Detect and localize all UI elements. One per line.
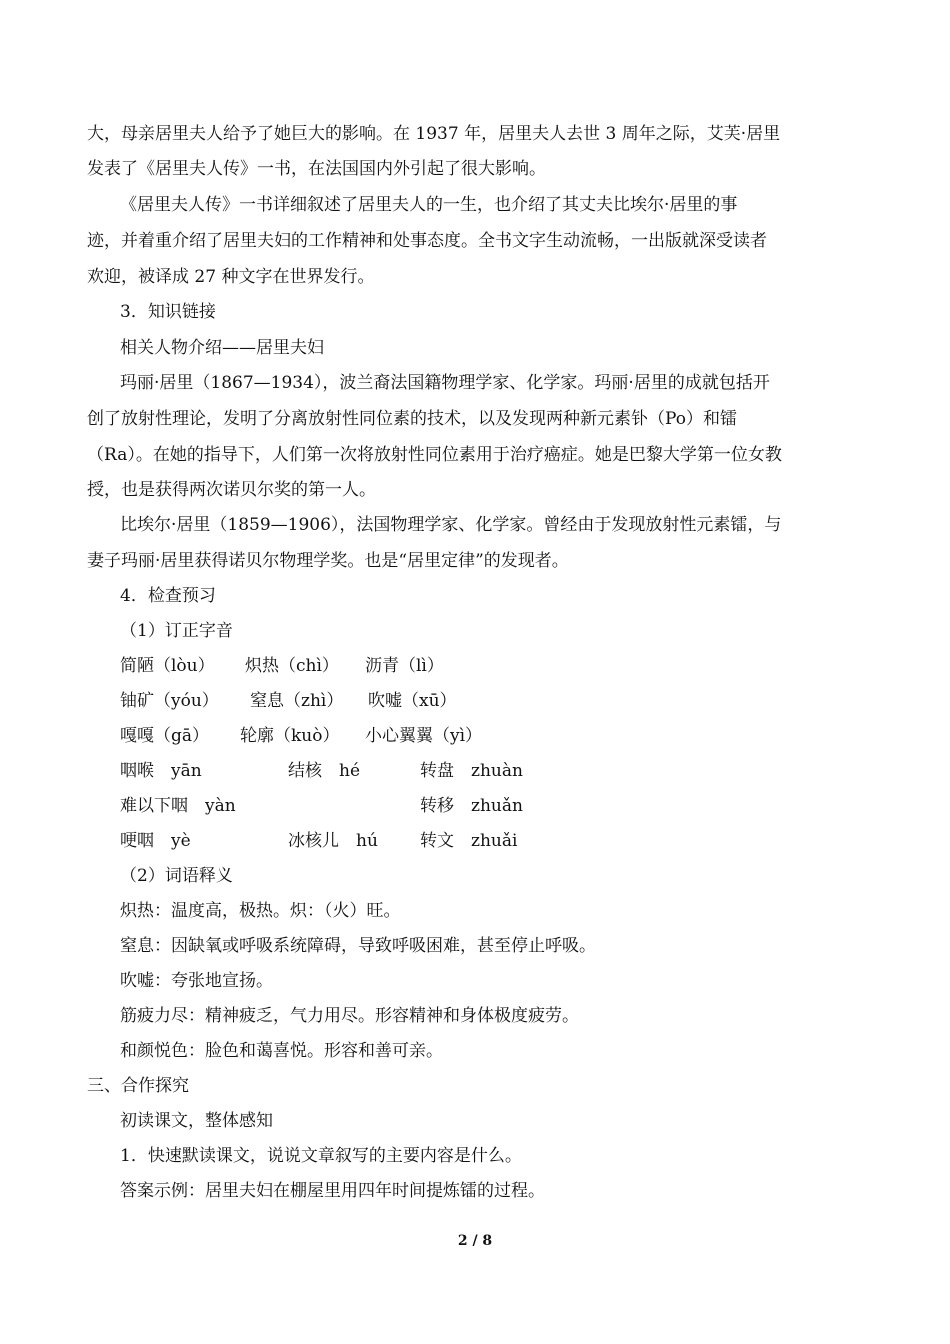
paragraph-line: 妻子玛丽·居里获得诺贝尔物理学奖。也是“居里定律”的发现者。 [87, 551, 569, 571]
pronunciation-item: 沥青（lì） [365, 656, 444, 676]
pronunciation-item: 小心翼翼（yì） [365, 726, 483, 746]
polyphone-item: 转盘 zhuàn [420, 761, 523, 781]
vocabulary-item: 窒息：因缺氧或呼吸系统障碍，导致呼吸困难，甚至停止呼吸。 [120, 936, 596, 956]
polyphone-item: 难以下咽 yàn [120, 796, 236, 816]
paragraph-line: 授，也是获得两次诺贝尔奖的第一人。 [87, 480, 376, 500]
paragraph-line: 《居里夫人传》一书详细叙述了居里夫人的一生，也介绍了其丈夫比埃尔·居里的事 [120, 195, 738, 215]
part-subheading: 初读课文，整体感知 [120, 1111, 273, 1131]
vocabulary-item: 炽热：温度高，极热。炽：（火）旺。 [120, 901, 401, 921]
subsection-heading: （2）词语释义 [120, 866, 233, 886]
polyphone-item: 转文 zhuǎi [420, 831, 518, 851]
polyphone-item: 结核 hé [288, 761, 361, 781]
pronunciation-item: 炽热（chì） [245, 656, 339, 676]
part-heading: 三、合作探究 [87, 1076, 189, 1096]
paragraph-line: 玛丽·居里（1867—1934），波兰裔法国籍物理学家、化学家。玛丽·居里的成就包括开 [120, 373, 770, 393]
pronunciation-item: 窒息（zhì） [250, 691, 344, 711]
paragraph-line: 迹，并着重介绍了居里夫妇的工作精神和处事态度。全书文字生动流畅，一出版就深受读者 [87, 231, 767, 251]
paragraph-line: 大，母亲居里夫人给予了她巨大的影响。在 1937 年，居里夫人去世 3 周年之际，艾芙·居里 [87, 124, 781, 144]
section-heading: 4．检查预习 [120, 586, 216, 606]
pronunciation-item: 嘎嘎（gā） [120, 726, 210, 746]
polyphone-item: 哽咽 yè [120, 831, 191, 851]
subsection-heading: （1）订正字音 [120, 621, 233, 641]
paragraph-line: 发表了《居里夫人传》一书，在法国国内外引起了很大影响。 [87, 159, 546, 179]
polyphone-item: 咽喉 yān [120, 761, 202, 781]
pronunciation-item: 铀矿（yóu） [120, 691, 219, 711]
pronunciation-item: 吹嘘（xū） [368, 691, 457, 711]
section-heading: 3．知识链接 [120, 302, 216, 322]
pronunciation-item: 轮廓（kuò） [240, 726, 340, 746]
pronunciation-item: 简陋（lòu） [120, 656, 215, 676]
paragraph-line: 比埃尔·居里（1859—1906），法国物理学家、化学家。曾经由于发现放射性元素镭，与 [120, 515, 782, 535]
paragraph-line: （Ra）。在她的指导下，人们第一次将放射性同位素用于治疗癌症。她是巴黎大学第一位女教 [87, 445, 782, 465]
polyphone-item: 冰核儿 hú [288, 831, 378, 851]
question: 1．快速默读课文，说说文章叙写的主要内容是什么。 [120, 1146, 522, 1166]
page-number: 2 / 8 [457, 1233, 493, 1249]
vocabulary-item: 和颜悦色：脸色和蔼喜悦。形容和善可亲。 [120, 1041, 443, 1061]
answer: 答案示例：居里夫妇在棚屋里用四年时间提炼镭的过程。 [120, 1181, 545, 1201]
vocabulary-item: 筋疲力尽：精神疲乏，气力用尽。形容精神和身体极度疲劳。 [120, 1006, 579, 1026]
section-subheading: 相关人物介绍——居里夫妇 [120, 338, 324, 358]
paragraph-line: 欢迎，被译成 27 种文字在世界发行。 [87, 267, 375, 287]
polyphone-item: 转移 zhuǎn [420, 796, 523, 816]
vocabulary-item: 吹嘘：夸张地宣扬。 [120, 971, 273, 991]
paragraph-line: 创了放射性理论，发明了分离放射性同位素的技术，以及发现两种新元素钋（Po）和镭 [87, 409, 737, 429]
